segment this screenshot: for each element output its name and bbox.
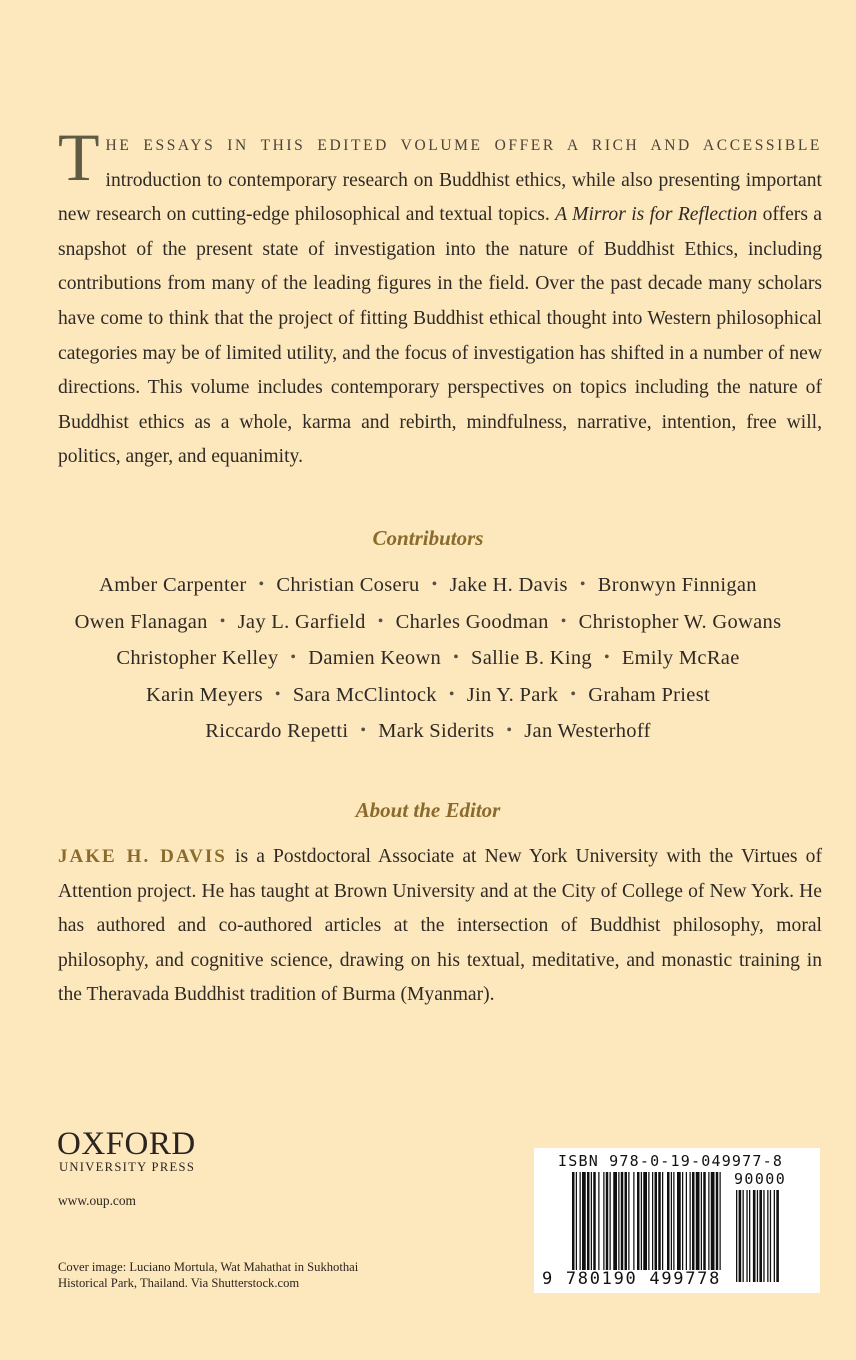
book-description <box>58 119 823 475</box>
separator-dot: • <box>258 576 265 593</box>
contributor-name: Sara McClintock <box>292 683 437 706</box>
separator-dot: • <box>360 722 367 740</box>
barcode-bar <box>667 1172 670 1270</box>
barcode-bar <box>662 1172 663 1270</box>
contributor-name: Karin Meyers <box>146 683 263 706</box>
barcode-bar <box>593 1172 596 1270</box>
barcode-addon-bar <box>749 1190 750 1282</box>
contributors-list <box>30 568 826 751</box>
isbn-label: ISBN 978-0-19-049977-8 <box>558 1152 784 1170</box>
contributor-name: Christian Coseru <box>276 574 420 596</box>
barcode-bar <box>677 1172 681 1270</box>
barcode-bar <box>572 1172 575 1270</box>
barcode-bar <box>633 1172 634 1270</box>
separator-dot: • <box>560 612 567 630</box>
barcode-bar <box>582 1172 586 1270</box>
editor-bio: is a Postdoctoral Associate at New York University with the Virtues of Attention project. He has taught at Brown University and at the City of College of New York. He has authored and co-authored articles at the intersection of Buddhist philosophy, moral philosophy, and cognitive science, drawing on his textual, meditative, and monastic training in the Theravada Buddhist tradition of Burma (Myanmar). <box>58 846 822 1006</box>
barcode-bar <box>580 1172 581 1270</box>
barcode-bar <box>628 1172 629 1270</box>
barcode-bar <box>643 1172 647 1270</box>
contributor-name: Charles Goodman <box>395 610 549 633</box>
barcode-bar <box>686 1172 687 1270</box>
about-editor-text <box>58 840 822 1013</box>
barcode-bar <box>576 1172 577 1270</box>
separator-dot: • <box>274 685 281 703</box>
description-lead: HE ESSAYS IN THIS EDITED VOLUME OFFER A RICH AND ACCESSIBLE <box>105 137 822 154</box>
barcode-bar <box>716 1172 719 1270</box>
barcode-addon-bar <box>770 1190 771 1282</box>
barcode-bar <box>692 1172 695 1270</box>
isbn-barcode <box>534 1148 820 1293</box>
contributor-name: Jay L. Garfield <box>237 610 366 633</box>
contributors-line <box>30 605 826 642</box>
contributors-line <box>30 714 826 751</box>
barcode-bar <box>658 1172 661 1270</box>
barcode-addon-bar <box>753 1190 756 1282</box>
separator-dot: • <box>579 576 586 593</box>
barcode-addon-bar <box>736 1190 737 1282</box>
barcode-bar <box>610 1172 611 1270</box>
barcode-addon-bar <box>759 1190 762 1282</box>
barcode-bar <box>591 1172 592 1270</box>
barcode-addon-bar <box>767 1190 768 1282</box>
description-text-1: introduction to contemporary research on Buddhist ethics, while also presenting important new research on cutting-edge philosophical and textual topics. <box>58 169 822 226</box>
barcode-bar <box>655 1172 658 1270</box>
contributors-line <box>30 568 826 605</box>
barcode-bar <box>641 1172 642 1270</box>
barcode-bar <box>711 1172 715 1270</box>
price-code: 90000 <box>734 1170 787 1188</box>
drop-cap-letter: T <box>58 119 100 195</box>
barcode-bar <box>613 1172 617 1270</box>
separator-dot: • <box>453 649 460 667</box>
about-editor-heading: About the Editor <box>355 798 501 822</box>
contributor-name: Graham Priest <box>588 683 710 706</box>
separator-dot: • <box>603 649 610 667</box>
barcode-addon-bar <box>743 1190 744 1282</box>
contributor-name: Christopher W. Gowans <box>578 610 782 633</box>
separator-dot: • <box>377 612 384 630</box>
contributor-name: Riccardo Repetti <box>205 720 349 743</box>
barcode-bar <box>682 1172 683 1270</box>
contributor-name: Jake H. Davis <box>449 574 568 596</box>
barcode-addon-bar <box>776 1190 779 1282</box>
cover-image-credit <box>58 1259 438 1291</box>
contributors-heading: Contributors <box>372 526 484 550</box>
contributor-name: Bronwyn Finnigan <box>597 574 757 596</box>
barcode-bar <box>598 1172 599 1270</box>
separator-dot: • <box>570 685 577 703</box>
contributor-name: Jan Westerhoff <box>524 720 651 743</box>
barcode-bar <box>648 1172 649 1270</box>
barcode-addon-bar <box>757 1190 758 1282</box>
barcode-bar <box>603 1172 604 1270</box>
barcode-addon-bar <box>746 1190 747 1282</box>
barcode-bar <box>671 1172 672 1270</box>
contributors-line <box>30 641 826 678</box>
separator-dot: • <box>290 649 297 667</box>
editor-name: JAKE H. DAVIS <box>58 846 227 867</box>
separator-dot: • <box>448 685 455 703</box>
separator-dot: • <box>431 576 438 593</box>
credit-line-1: Cover image: Luciano Mortula, Wat Mahathat in Sukhothai <box>58 1260 359 1274</box>
separator-dot: • <box>506 722 513 740</box>
barcode-bar <box>690 1172 691 1270</box>
barcode-bar <box>673 1172 674 1270</box>
barcode-addon-bar <box>739 1190 742 1282</box>
barcode-bar <box>618 1172 619 1270</box>
contributor-name: Jin Y. Park <box>466 683 559 706</box>
contributor-name: Christopher Kelley <box>116 647 279 670</box>
barcode-bar <box>621 1172 624 1270</box>
barcode-addon-bar <box>763 1190 764 1282</box>
barcode-bar <box>587 1172 590 1270</box>
oxford-logo: OXFORD <box>57 1126 196 1162</box>
barcode-bar <box>652 1172 653 1270</box>
barcode-bar <box>720 1172 721 1270</box>
contributor-name: Damien Keown <box>308 647 442 670</box>
barcode-bar <box>703 1172 706 1270</box>
separator-dot: • <box>219 612 226 630</box>
contributor-name: Mark Siderits <box>378 720 495 743</box>
university-press-label: UNIVERSITY PRESS <box>59 1160 196 1174</box>
barcode-bar <box>606 1172 609 1270</box>
book-title-italic: A Mirror is for Reflection <box>555 204 758 226</box>
contributor-name: Owen Flanagan <box>74 610 208 633</box>
contributor-name: Amber Carpenter <box>99 574 247 596</box>
credit-line-2: Historical Park, Thailand. Via Shutterstock.com <box>58 1276 300 1290</box>
description-text-2: offers a snapshot of the present state of investigation into the nature of Buddhist Ethics, including contributions from many of the leading figures in the field. Over the past decade many scholars have come to think that the project of fitting Buddhist ethical thought into Western philosophical categories may be of limited utility, and the focus of investigation has shifted in a number of new directions. This volume includes contemporary perspectives on topics including the nature of Buddhist ethics as a whole, karma and rebirth, mindfulness, narrative, intention, free will, politics, anger, and equanimity. <box>58 204 823 468</box>
contributor-name: Emily McRae <box>621 647 740 670</box>
barcode-bar <box>637 1172 640 1270</box>
contributor-name: Sallie B. King <box>471 647 592 670</box>
barcode-bar <box>625 1172 628 1270</box>
barcode-bar <box>708 1172 709 1270</box>
publisher-website: www.oup.com <box>58 1193 136 1208</box>
barcode-addon-bar <box>774 1190 775 1282</box>
contributors-line <box>30 678 826 715</box>
barcode-bar <box>701 1172 702 1270</box>
barcode-bar <box>696 1172 700 1270</box>
barcode-digits: 9 780190 499778 <box>542 1269 722 1289</box>
